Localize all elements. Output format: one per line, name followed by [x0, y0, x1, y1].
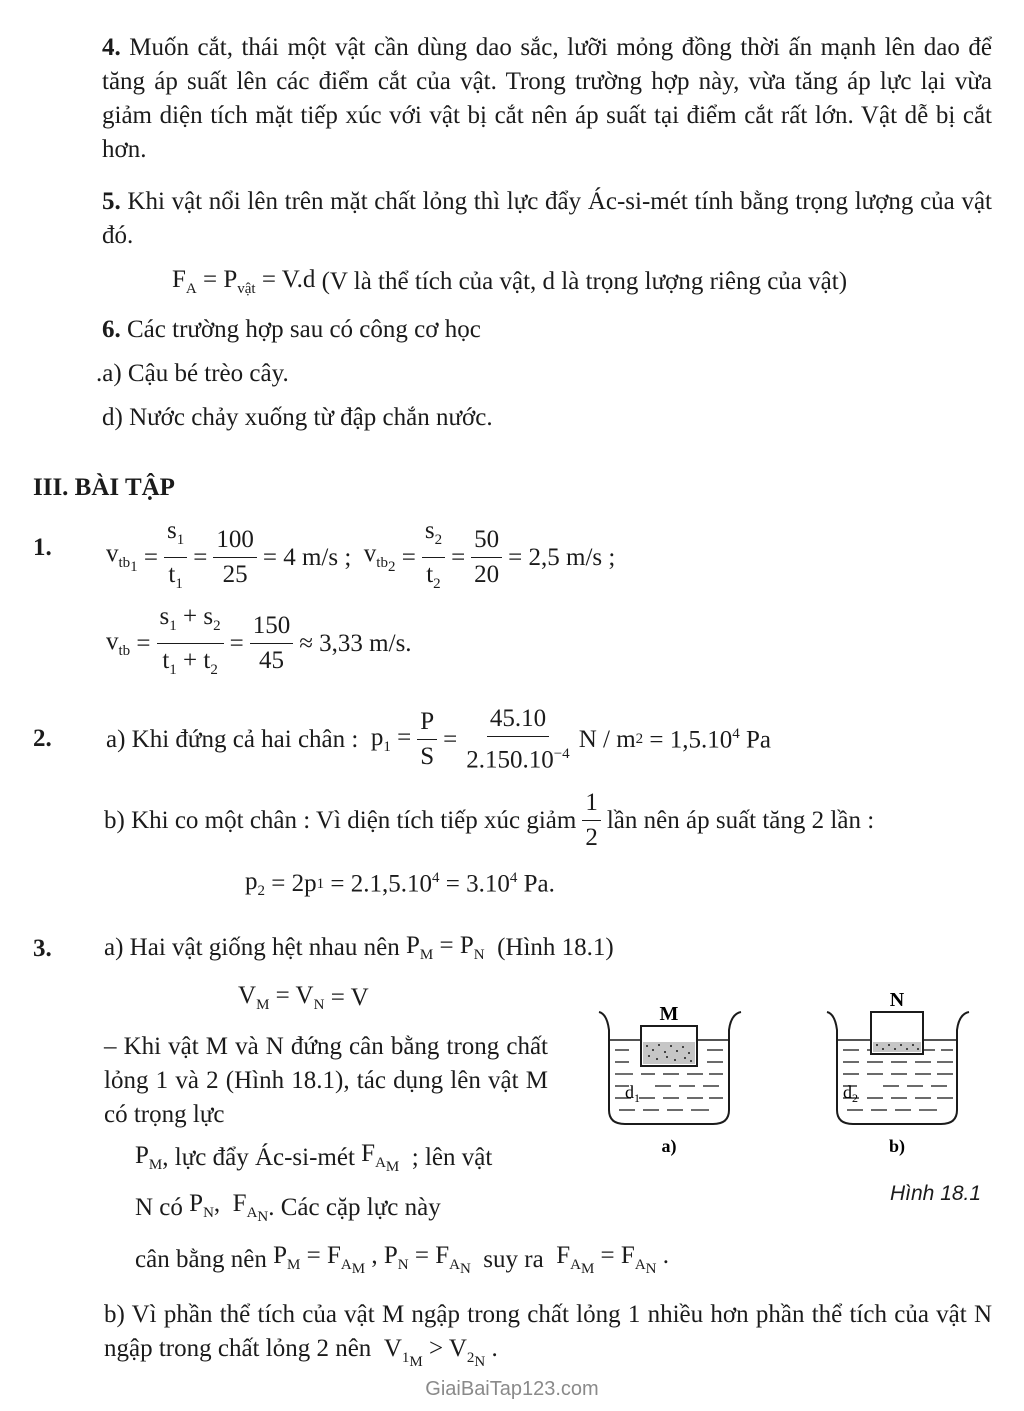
label-m: M — [659, 1003, 679, 1025]
ex3-a-text: a) Hai vật giống hệt nhau nên — [104, 934, 400, 961]
beaker-b — [827, 990, 969, 1157]
ex2-a-text: a) Khi đứng cả hai chân : — [106, 725, 359, 753]
item-4-number: 4. — [102, 34, 121, 61]
item-6-d: d) Nước chảy xuống từ đập chắn nước. — [102, 404, 493, 431]
item-4 — [102, 31, 992, 167]
ex2-a-den: 2.150.10 — [466, 746, 554, 774]
ex2-a-result: = 1,5.10 — [649, 725, 733, 753]
ex3-a-ref: (Hình 18.1) — [497, 934, 614, 961]
ex2-b-formula2: = 2.1,5.10 — [330, 870, 432, 898]
ex2-b-text-before: b) Khi co một chân : Vì diện tích tiếp xúc giảm — [104, 806, 577, 834]
ex1-v1-result: = 4 m/s ; — [262, 543, 352, 571]
caption-b: b) — [888, 1136, 906, 1156]
ex3-balance-text: cân bằng nên — [135, 1246, 267, 1273]
ex1-v1-num: 100 — [213, 525, 257, 558]
ex2-a-unit: N / m — [578, 725, 636, 753]
ex2-b-frac-den: 2 — [585, 824, 598, 851]
ex1-line1: $v_{tb_1}$ = $\frac{s_1}{t_1}$ = $\frac{100}{25}$ = 4 m/s ; $v_{tb_2}$ = $\frac{s_2}{t_2}$ = $\frac{50}{20}$ = 2,5 m/s ; — [106, 517, 616, 592]
figure-18-1 — [585, 990, 995, 1170]
ex1-line2: $v_{tb}$ = $\frac{s_1 + s_2}{t_1 + t_2}$ = $\frac{150}{45}$ ≈ 3,33 m/s. — [106, 603, 412, 678]
figure-caption: Hình 18.1 — [890, 1182, 982, 1205]
ex1-vtb-num: 150 — [250, 611, 294, 644]
ex2-a-result-exp: 4 — [732, 725, 740, 742]
ex2-line-b — [104, 788, 874, 853]
ex1-v1-den: 25 — [222, 561, 248, 588]
ex1-vtb-den: 45 — [258, 647, 284, 674]
item-4-text: Muốn cắt, thái một vật cần dùng dao sắc, lưỡi mỏng đồng thời ấn mạnh lên dao để tăng áp suất lên các điểm cắt của vật. Trong trường hợp này, vừa tăng áp lực lại vừa giảm diện tích mặt tiếp xúc với vật bị cắt nên áp suất tại điểm cắt rất lớn. Vật dễ bị cắt hơn. — [102, 34, 993, 163]
ex2-b-frac-num: 1 — [582, 788, 601, 821]
item-5-formula-note: (V là thể tích của vật, d là trọng lượng riêng của vật) — [321, 268, 848, 295]
ex3-line-pm-end: ; lên vật — [411, 1144, 493, 1171]
ex2-formula-b: $p_2$ = 2p 1 = $2.1,5.10^4$ = $3.10^4$ Pa. — [245, 868, 555, 899]
ex2-a-result-unit: Pa — [746, 725, 771, 753]
caption-a: a) — [661, 1136, 677, 1156]
item-5 — [102, 185, 992, 253]
ex3-line-n-text: N có — [135, 1194, 183, 1221]
ex3-line-a: a) Hai vật giống hệt nhau nên $P_M = P_N$ (Hình 18.1) — [104, 932, 614, 963]
ex1-v2-num: 50 — [471, 525, 502, 558]
ex2-b-text-after: lần nên áp suất tăng 2 lần : — [606, 806, 875, 834]
item-5-number: 5. — [102, 188, 121, 215]
ex2-line-a: a) Khi đứng cả hai chân : $p_1$ = $\frac{P}{S}$ = $\frac{45.10}{2.150.10^{-4}}$ N / m 2 = $1,5.10^4$ Pa — [106, 705, 771, 774]
ex2-a-num: 45.10 — [487, 704, 549, 737]
watermark: GiaiBaiTap123.com — [425, 1378, 599, 1400]
ex1-vtb-result: ≈ 3,33 m/s. — [299, 629, 412, 657]
ex3-line-n-end: . Các cặp lực này — [268, 1194, 441, 1221]
ex3-line-v: $V_M = V_N$ = V — [238, 982, 369, 1013]
ex3-dash-text: – Khi vật M và N đứng cân bằng trong chất lỏng 1 và 2 (Hình 18.1), tác dụng lên vật M có trọng lực — [104, 1033, 548, 1128]
item-6-number: 6. — [102, 316, 121, 343]
ex3-line-n: N có $P_N$, $F_{A_N}$ . Các cặp lực này — [135, 1190, 441, 1225]
ex2-a-den-exp: −4 — [553, 746, 570, 762]
label-n: N — [889, 990, 905, 1011]
item-5-formula: $F_A = P_{vật} = V.d$ (V là thể tích của vật, d là trọng lượng riêng của vật) — [172, 266, 848, 297]
section-title: III. BÀI TẬP — [33, 474, 175, 501]
ex2-b-formula: = 2p — [271, 870, 317, 897]
ex1-v2-result: = 2,5 m/s ; — [508, 543, 616, 571]
ex3-b: b) Vì phần thể tích của vật M ngập trong chất lỏng 1 nhiều hơn phần thể tích của vật N ngập trong chất lỏng 2 nên $V_{1_M} > V_{2_N}$ . — [104, 1301, 992, 1370]
ex3-line-balance: cân bằng nên $P_M = F_{A_M}$ , $P_N = F_{A_N}$ suy ra $F_{A_M} = F_{A_N}$ . — [135, 1242, 669, 1277]
item-5-text: Khi vật nổi lên trên mặt chất lỏng thì lực đẩy Ác-si-mét tính bằng trọng lượng của vật đó. — [102, 188, 992, 249]
label-d2: $d_2$ — [843, 1082, 858, 1105]
ex2-b-formula3: = 3.10 — [445, 870, 510, 898]
ex1-number: 1. — [33, 534, 52, 561]
item-6-a: .a) Cậu bé trèo cây. — [96, 360, 289, 387]
ex3-line-pm-text: , lực đẩy Ác-si-mét — [162, 1144, 355, 1171]
ex3-balance-mid: suy ra — [483, 1246, 544, 1273]
ex1-v2-den: 20 — [474, 561, 500, 588]
ex2-b-formula-unit: Pa. — [523, 870, 555, 898]
ex3-b-text: b) Vì phần thể tích của vật M ngập trong chất lỏng 1 nhiều hơn phần thể tích của vật N ngập trong chất lỏng 2 nên — [104, 1301, 992, 1362]
item-6-text: Các trường hợp sau có công cơ học — [127, 316, 481, 343]
ex3-number: 3. — [33, 935, 52, 962]
item-6 — [102, 313, 481, 347]
beaker-a — [599, 1003, 741, 1157]
ex3-line-v-text: = V — [330, 984, 369, 1011]
ex2-number: 2. — [33, 725, 52, 752]
label-d1: $d_1$ — [625, 1082, 640, 1105]
ex3-line-pm: $P_M$ , lực đẩy Ác-si-mét $F_{A_M}$ ; lên vật — [135, 1140, 493, 1175]
